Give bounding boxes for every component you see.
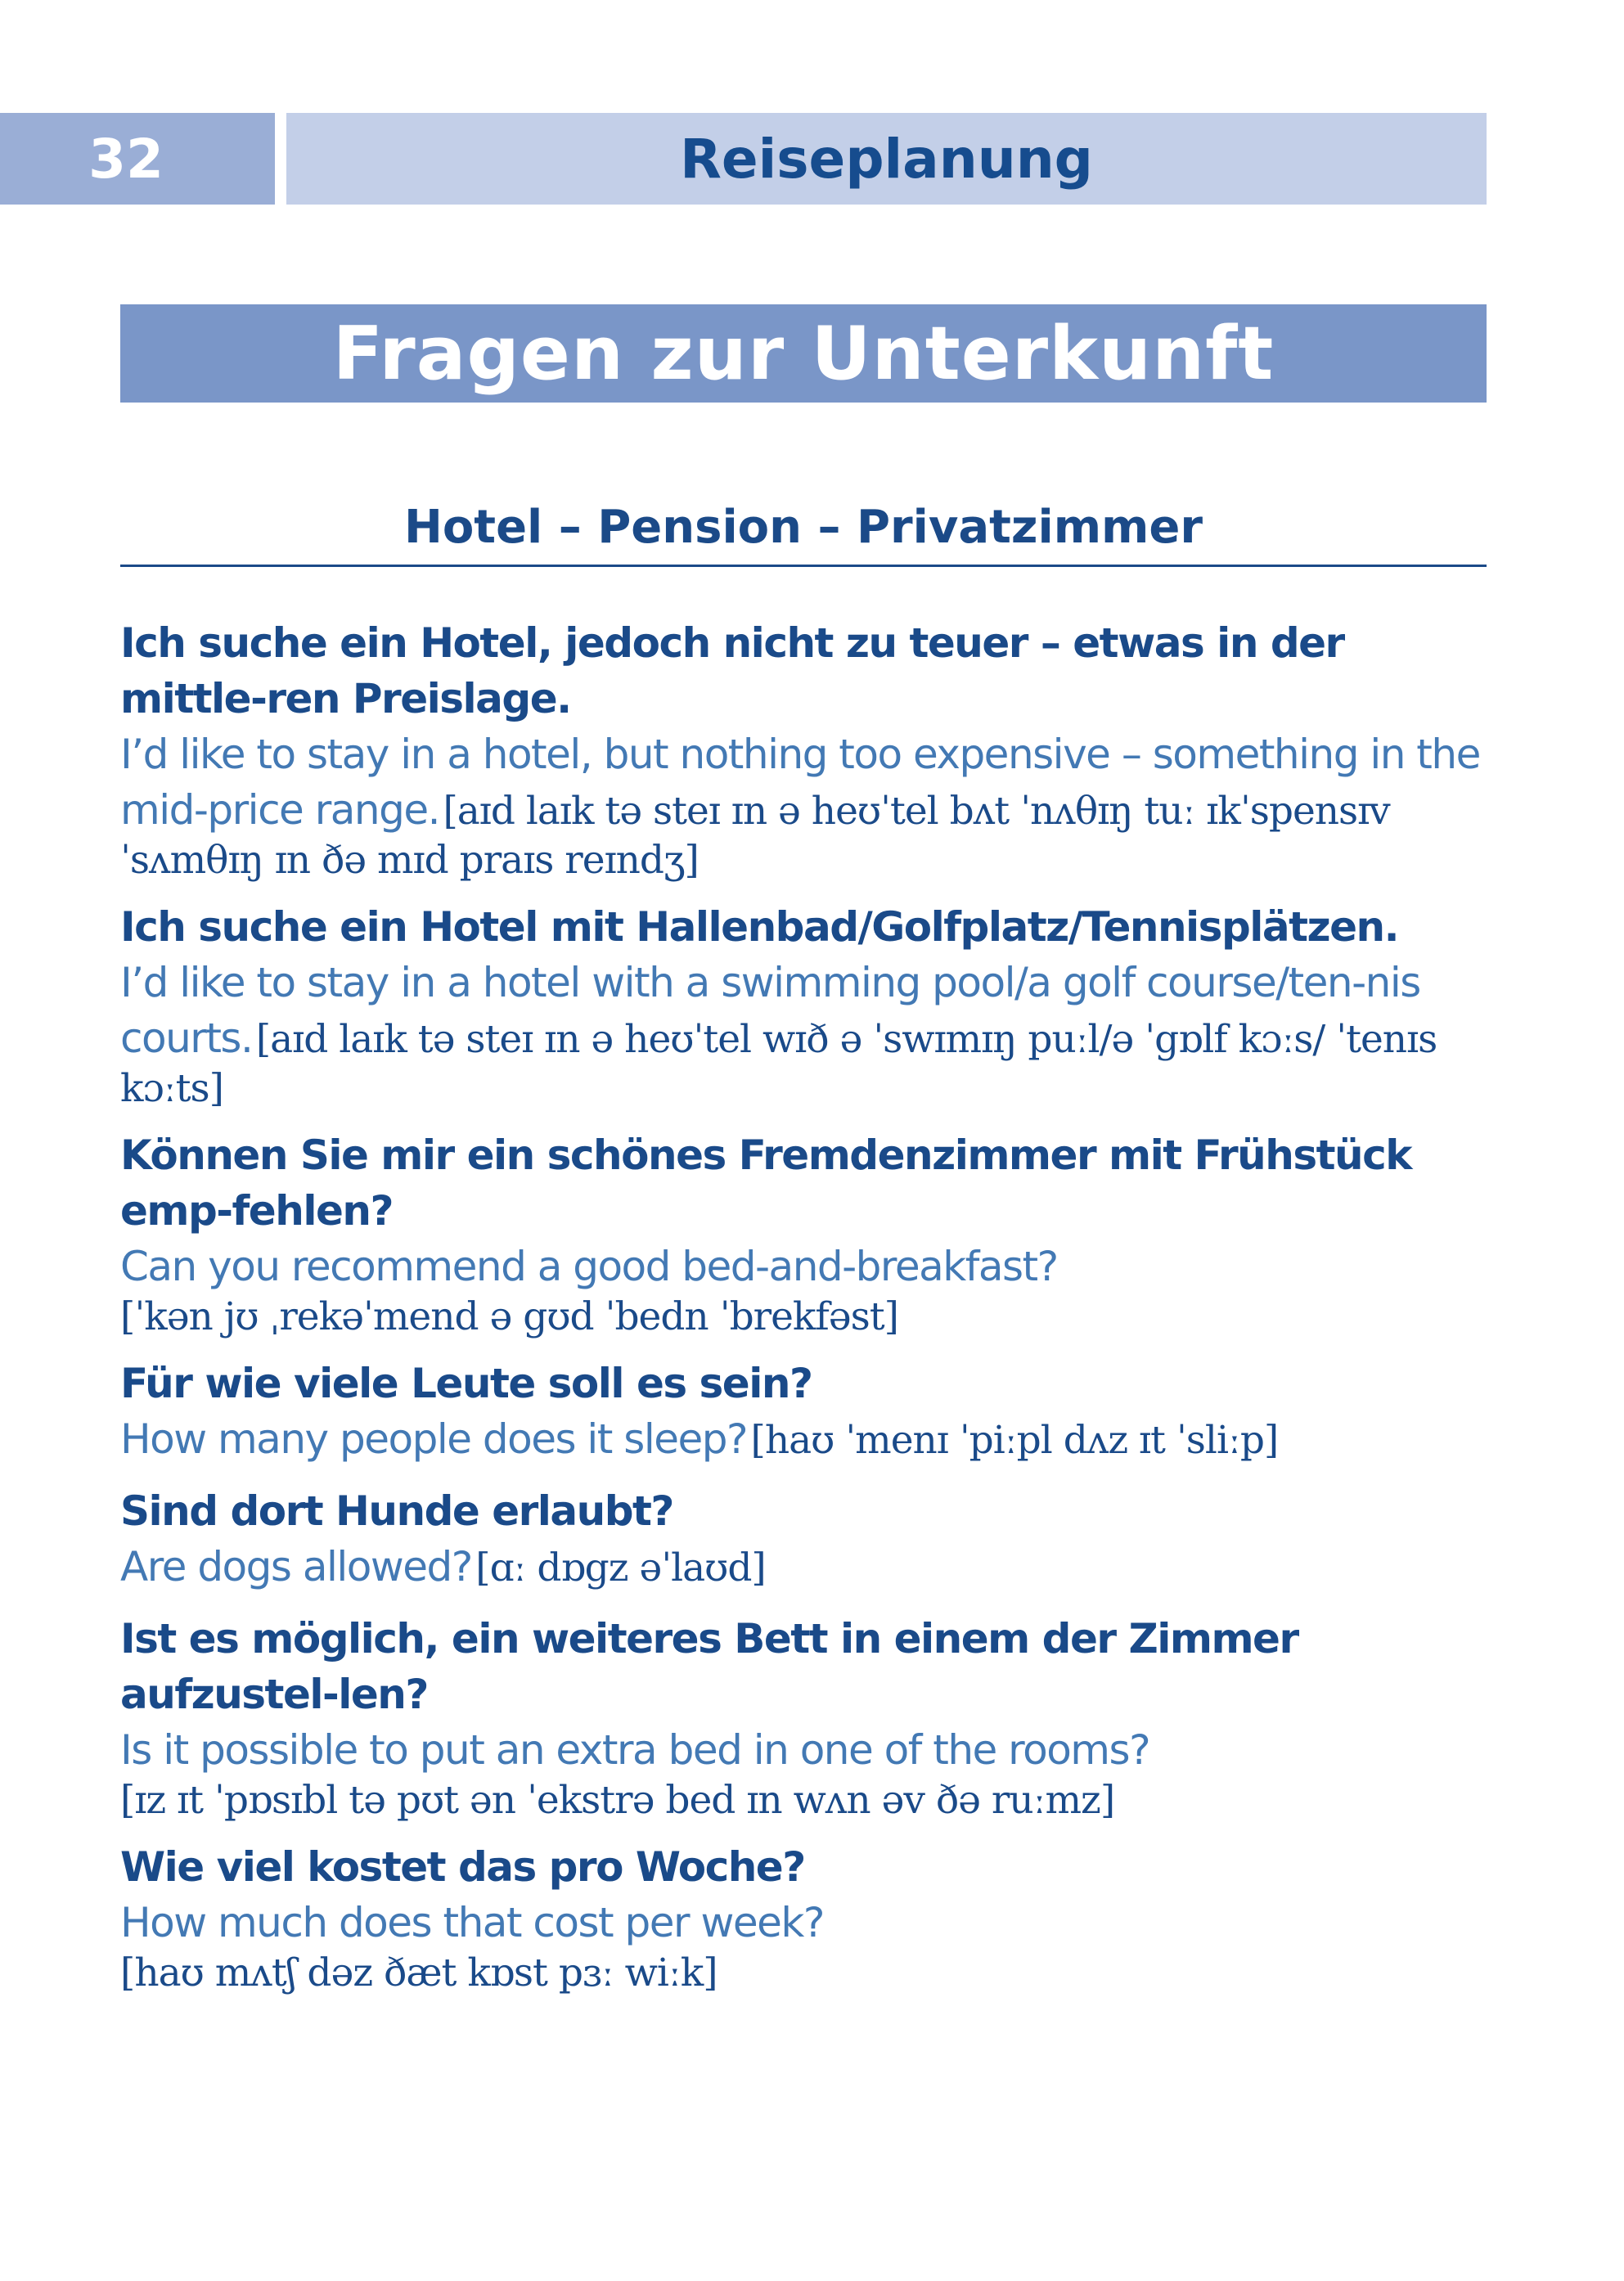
translation-block bbox=[120, 1411, 1495, 1467]
german-phrase: Wie viel kostet das pro Woche? bbox=[120, 1843, 805, 1891]
english-translation: I’d like to stay in a hotel, but nothing too expensive – something in the mid-price range. bbox=[120, 731, 1480, 834]
section-title: Fragen zur Unterkunft bbox=[332, 310, 1275, 397]
phrase-entry bbox=[120, 1127, 1495, 1339]
translation-block bbox=[120, 955, 1495, 1111]
phrase-entry bbox=[120, 899, 1495, 1111]
german-phrase: Für wie viele Leute soll es sein? bbox=[120, 1360, 812, 1407]
pronunciation: [ˈkən jʊ ˌrekəˈmend ə gʊd ˈbedn ˈbrekfəst] bbox=[120, 1294, 898, 1339]
phrase-entry bbox=[120, 1839, 1495, 1995]
translation-block bbox=[120, 727, 1495, 883]
phrase-entry bbox=[120, 1611, 1495, 1823]
phrase-entry bbox=[120, 615, 1495, 883]
pronunciation: [haʊ ˈmenɪ ˈpiːpl dʌz ɪt ˈsliːp] bbox=[750, 1418, 1279, 1463]
pronunciation: [ɑː dɒgz əˈlaʊd] bbox=[475, 1545, 766, 1590]
phrase-entry bbox=[120, 1483, 1495, 1595]
english-translation: How many people does it sleep? bbox=[120, 1415, 748, 1463]
german-phrase: Ich suche ein Hotel, jedoch nicht zu teuer – etwas in der mittle-ren Preislage. bbox=[120, 619, 1344, 722]
german-phrase: Ist es möglich, ein weiteres Bett in einem der Zimmer aufzustel-len? bbox=[120, 1615, 1298, 1718]
english-translation: Are dogs allowed? bbox=[120, 1543, 472, 1590]
subsection-divider bbox=[120, 565, 1487, 567]
translation-block bbox=[120, 1539, 1495, 1595]
page-number-block bbox=[0, 113, 275, 205]
chapter-title: Reiseplanung bbox=[680, 127, 1093, 191]
german-phrase: Können Sie mir ein schönes Fremdenzimmer mit Frühstück emp-fehlen? bbox=[120, 1132, 1412, 1235]
english-translation: Is it possible to put an extra bed in one of the rooms? bbox=[120, 1726, 1150, 1774]
pronunciation: [aɪd laɪk tə steɪ ɪn ə heʊˈtel wɪð ə ˈswɪmɪŋ puːl/ə ˈgɒlf kɔːs/ ˈtenɪs kɔːts] bbox=[120, 1017, 1437, 1111]
phrase-list bbox=[120, 615, 1495, 2012]
page-number: 32 bbox=[88, 127, 164, 191]
section-banner bbox=[120, 304, 1487, 403]
subsection-heading: Hotel – Pension – Privatzimmer bbox=[403, 501, 1203, 554]
pronunciation: [haʊ mʌtʃ dəz ðæt kɒst pɜː wiːk] bbox=[120, 1950, 718, 1995]
english-translation: Can you recommend a good bed-and-breakfast? bbox=[120, 1243, 1058, 1290]
german-phrase: Ich suche ein Hotel mit Hallenbad/Golfplatz/Tennisplätzen. bbox=[120, 903, 1399, 951]
phrase-entry bbox=[120, 1356, 1495, 1467]
pronunciation: [ɪz ɪt ˈpɒsɪbl tə pʊt ən ˈekstrə bed ɪn wʌn əv ðə ruːmz] bbox=[120, 1778, 1115, 1823]
german-phrase: Sind dort Hunde erlaubt? bbox=[120, 1487, 673, 1535]
chapter-header bbox=[286, 113, 1487, 205]
english-translation: How much does that cost per week? bbox=[120, 1899, 824, 1946]
pronunciation: [aɪd laɪk tə steɪ ɪn ə heʊˈtel bʌt ˈnʌθɪŋ tuː ɪkˈspensɪv ˈsʌmθɪŋ ɪn ðə mɪd praɪs reɪndʒ] bbox=[120, 789, 1390, 883]
english-translation: I’d like to stay in a hotel with a swimming pool/a golf course/ten-nis courts. bbox=[120, 959, 1420, 1062]
